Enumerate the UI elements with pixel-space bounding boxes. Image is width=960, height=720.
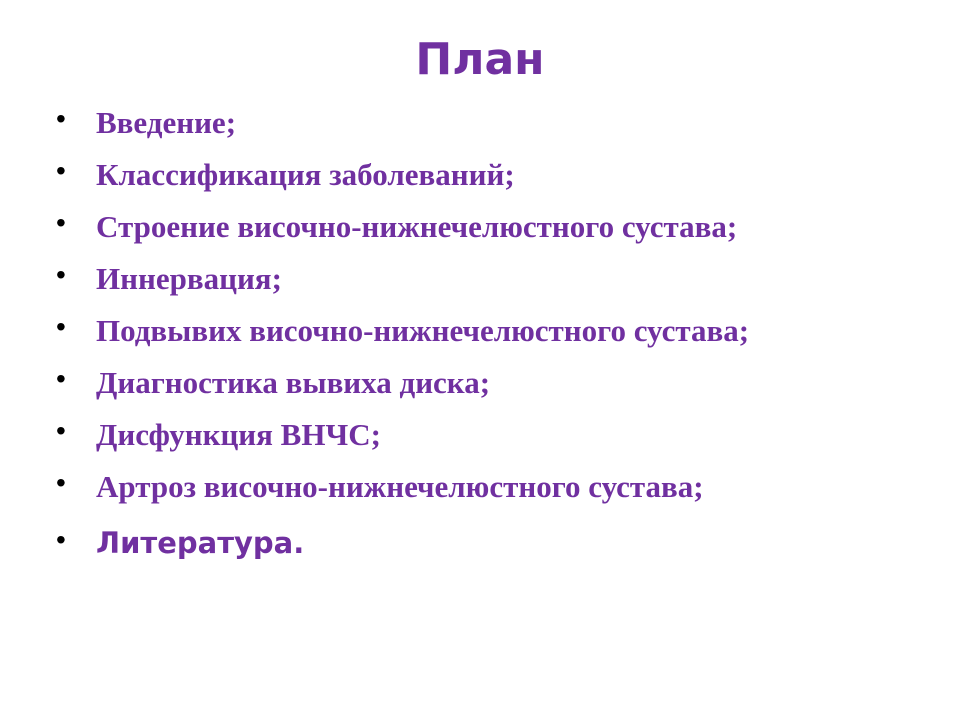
bullet-icon: • — [56, 259, 66, 291]
bullet-icon: • — [56, 363, 66, 395]
list-item-label: Диагностика вывиха диска; — [96, 364, 491, 400]
plan-list — [56, 96, 936, 574]
list-item-label: Дисфункция ВНЧС; — [96, 416, 381, 452]
bullet-icon: • — [56, 415, 66, 447]
list-item — [56, 96, 936, 148]
list-item — [56, 252, 936, 304]
list-item-label: Введение; — [96, 104, 237, 140]
list-item-label: Строение височно-нижнечелюстного сустава; — [96, 208, 738, 244]
list-item — [56, 512, 936, 574]
list-item — [56, 460, 936, 512]
list-item — [56, 304, 936, 356]
list-item — [56, 200, 936, 252]
bullet-icon: • — [56, 311, 66, 343]
list-item-label: Иннервация; — [96, 260, 282, 296]
list-item-label: Подвывих височно-нижнечелюстного сустава; — [96, 312, 750, 348]
bullet-icon: • — [56, 207, 66, 239]
list-item — [56, 356, 936, 408]
list-item-label: Артроз височно-нижнечелюстного сустава; — [96, 468, 704, 504]
bullet-icon: • — [56, 155, 66, 187]
list-item — [56, 148, 936, 200]
bullet-icon: • — [56, 524, 66, 556]
list-item-label: Классификация заболеваний; — [96, 156, 515, 192]
bullet-icon: • — [56, 103, 66, 135]
list-item-label: Литература. — [96, 525, 305, 560]
list-item — [56, 408, 936, 460]
slide-title: План — [415, 34, 545, 85]
bullet-icon: • — [56, 467, 66, 499]
